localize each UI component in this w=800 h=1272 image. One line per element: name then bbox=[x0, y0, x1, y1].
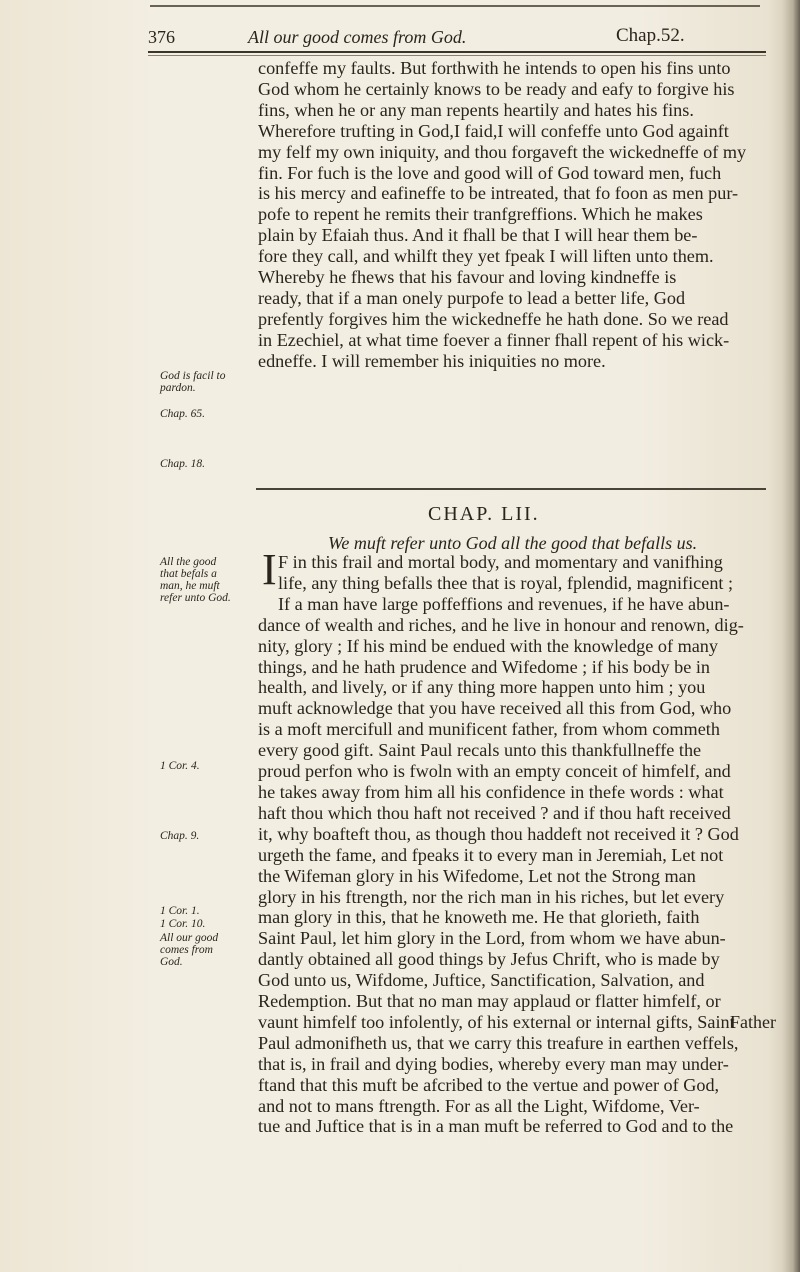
text-block-2 bbox=[258, 552, 773, 1137]
running-title: All our good comes from God. bbox=[248, 27, 467, 47]
text-line: pofe to repent he remits their tranfgreffions. Which he makes bbox=[258, 204, 703, 225]
text-line: haft thou which thou haft not received ? and if thou haft received bbox=[258, 802, 731, 823]
text-line: vaunt himfelf too infolently, of his external or internal gifts, Saint bbox=[258, 1011, 735, 1032]
text-line: fore they call, and whilft they yet fpeak I will liften unto them. bbox=[258, 246, 714, 267]
book-gutter-shadow bbox=[782, 0, 800, 1272]
text-line: he takes away from him all his confidence in thefe words : what bbox=[258, 781, 724, 802]
chapter-heading: CHAP. LII. bbox=[428, 503, 540, 525]
text-line: Wherefore trufting in God,I faid,I will confeffe unto God againft bbox=[258, 120, 729, 141]
text-line: edneffe. I will remember his iniquities no more. bbox=[258, 350, 606, 371]
text-line: fin. For fuch is the love and good will of God toward men, fuch bbox=[258, 162, 722, 183]
text-line: F in this frail and mortal body, and momentary and vanifhing bbox=[278, 552, 723, 572]
text-line: ftand that this muft be afcribed to the vertue and power of God, bbox=[258, 1074, 720, 1095]
text-line: is his mercy and eafineffe to be intreated, that fo foon as men pur- bbox=[258, 183, 739, 204]
page-number: 376 bbox=[148, 27, 175, 47]
text-line: nity, glory ; If his mind be endued with the knowledge of many bbox=[258, 635, 718, 656]
text-line: urgeth the fame, and fpeaks it to every man in Jeremiah, Let not bbox=[258, 844, 724, 865]
text-line: Whereby he fhews that his favour and loving kindneffe is bbox=[258, 267, 677, 288]
margin-note: Chap. 18. bbox=[160, 458, 206, 470]
header-rule-thin bbox=[148, 55, 766, 56]
catchword: Father bbox=[730, 1012, 776, 1032]
text-line: confeffe my faults. But forthwith he intends to open his fins unto bbox=[258, 58, 731, 78]
margin-note: 1 Cor. 4. bbox=[160, 760, 200, 772]
text-line: life, any thing befalls thee that is royal, fplendid, magnificent ; bbox=[278, 572, 734, 593]
text-line: Paul admonifheth us, that we carry this treafure in earthen veffels, bbox=[258, 1032, 739, 1053]
running-header bbox=[148, 25, 768, 53]
text-line: the Wifeman glory in his Wifedome, Let not the Strong man bbox=[258, 865, 696, 886]
text-line: If a man have large poffeffions and revenues, if he have abun- bbox=[278, 593, 730, 614]
chapter-subtitle: We muft refer unto God all the good that befalls us. bbox=[328, 533, 698, 553]
text-line: and not to mans ftrength. For as all the Light, Wifdome, Ver- bbox=[258, 1095, 700, 1116]
text-line: every good gift. Saint Paul recals unto this thankfullneffe the bbox=[258, 740, 702, 761]
text-line: glory in his ftrength, nor the rich man in his riches, but let every bbox=[258, 886, 725, 907]
margin-note: 1 Cor. 10. bbox=[160, 918, 206, 930]
text-line: health, and lively, or if any thing more happen unto him ; you bbox=[258, 677, 706, 698]
text-line: Redemption. But that no man may applaud or flatter himfelf, or bbox=[258, 991, 721, 1012]
header-rule bbox=[148, 51, 766, 53]
text-line: that is, in frail and dying bodies, whereby every man may under- bbox=[258, 1053, 729, 1074]
chapter-rule bbox=[256, 488, 766, 490]
text-line: proud perfon who is fwoln with an empty conceit of himfelf, and bbox=[258, 761, 731, 782]
text-line: God unto us, Wifdome, Juftice, Sanctification, Salvation, and bbox=[258, 970, 705, 991]
text-block-1 bbox=[258, 58, 778, 372]
text-line: ready, that if a man onely purpofe to lead a better life, God bbox=[258, 287, 686, 308]
text-line: Saint Paul, let him glory in the Lord, from whom we have abun- bbox=[258, 928, 726, 949]
text-line: muft acknowledge that you have received all this from God, who bbox=[258, 698, 732, 719]
text-line: plain by Efaiah thus. And it fhall be that I will hear them be- bbox=[258, 225, 698, 246]
text-line: dance of wealth and riches, and he live in honour and renown, dig- bbox=[258, 614, 744, 635]
drop-capital: I bbox=[262, 545, 277, 594]
text-line: my felf my own iniquity, and thou forgaveft the wickedneffe of my bbox=[258, 141, 747, 162]
text-line: God whom he certainly knows to be ready and eafy to forgive his bbox=[258, 78, 735, 99]
margin-note: 1 Cor. 1. bbox=[160, 905, 200, 917]
margin-note: Chap. 65. bbox=[160, 408, 206, 420]
margin-note: God is facil to pardon. bbox=[160, 370, 226, 394]
margin-note: Chap. 9. bbox=[160, 830, 200, 842]
text-line: in Ezechiel, at what time foever a finner fhall repent of his wick- bbox=[258, 329, 730, 350]
chapter-reference: Chap.52. bbox=[616, 25, 685, 46]
text-line: it, why boafteft thou, as though thou haddeft not received it ? God bbox=[258, 823, 739, 844]
text-line: prefently forgives him the wickedneffe he hath done. So we read bbox=[258, 308, 729, 329]
text-line: dantly obtained all good things by Jefus Chrift, who is made by bbox=[258, 949, 720, 970]
page-top-rule bbox=[150, 5, 760, 7]
text-line: man glory in this, that he knoweth me. He that glorieth, faith bbox=[258, 907, 700, 928]
text-line: is a moft mercifull and munificent father, from whom commeth bbox=[258, 719, 720, 740]
margin-note: All our good comes from God. bbox=[160, 932, 219, 968]
text-line: things, and he hath prudence and Wifedome ; if his body be in bbox=[258, 656, 710, 677]
text-line: tue and Juftice that is in a man muft be referred to God and to the bbox=[258, 1116, 734, 1137]
text-line: fins, when he or any man repents heartily and hates his fins. bbox=[258, 99, 694, 120]
margin-note: All the good that befals a man, he muft refer unto God. bbox=[160, 556, 231, 604]
